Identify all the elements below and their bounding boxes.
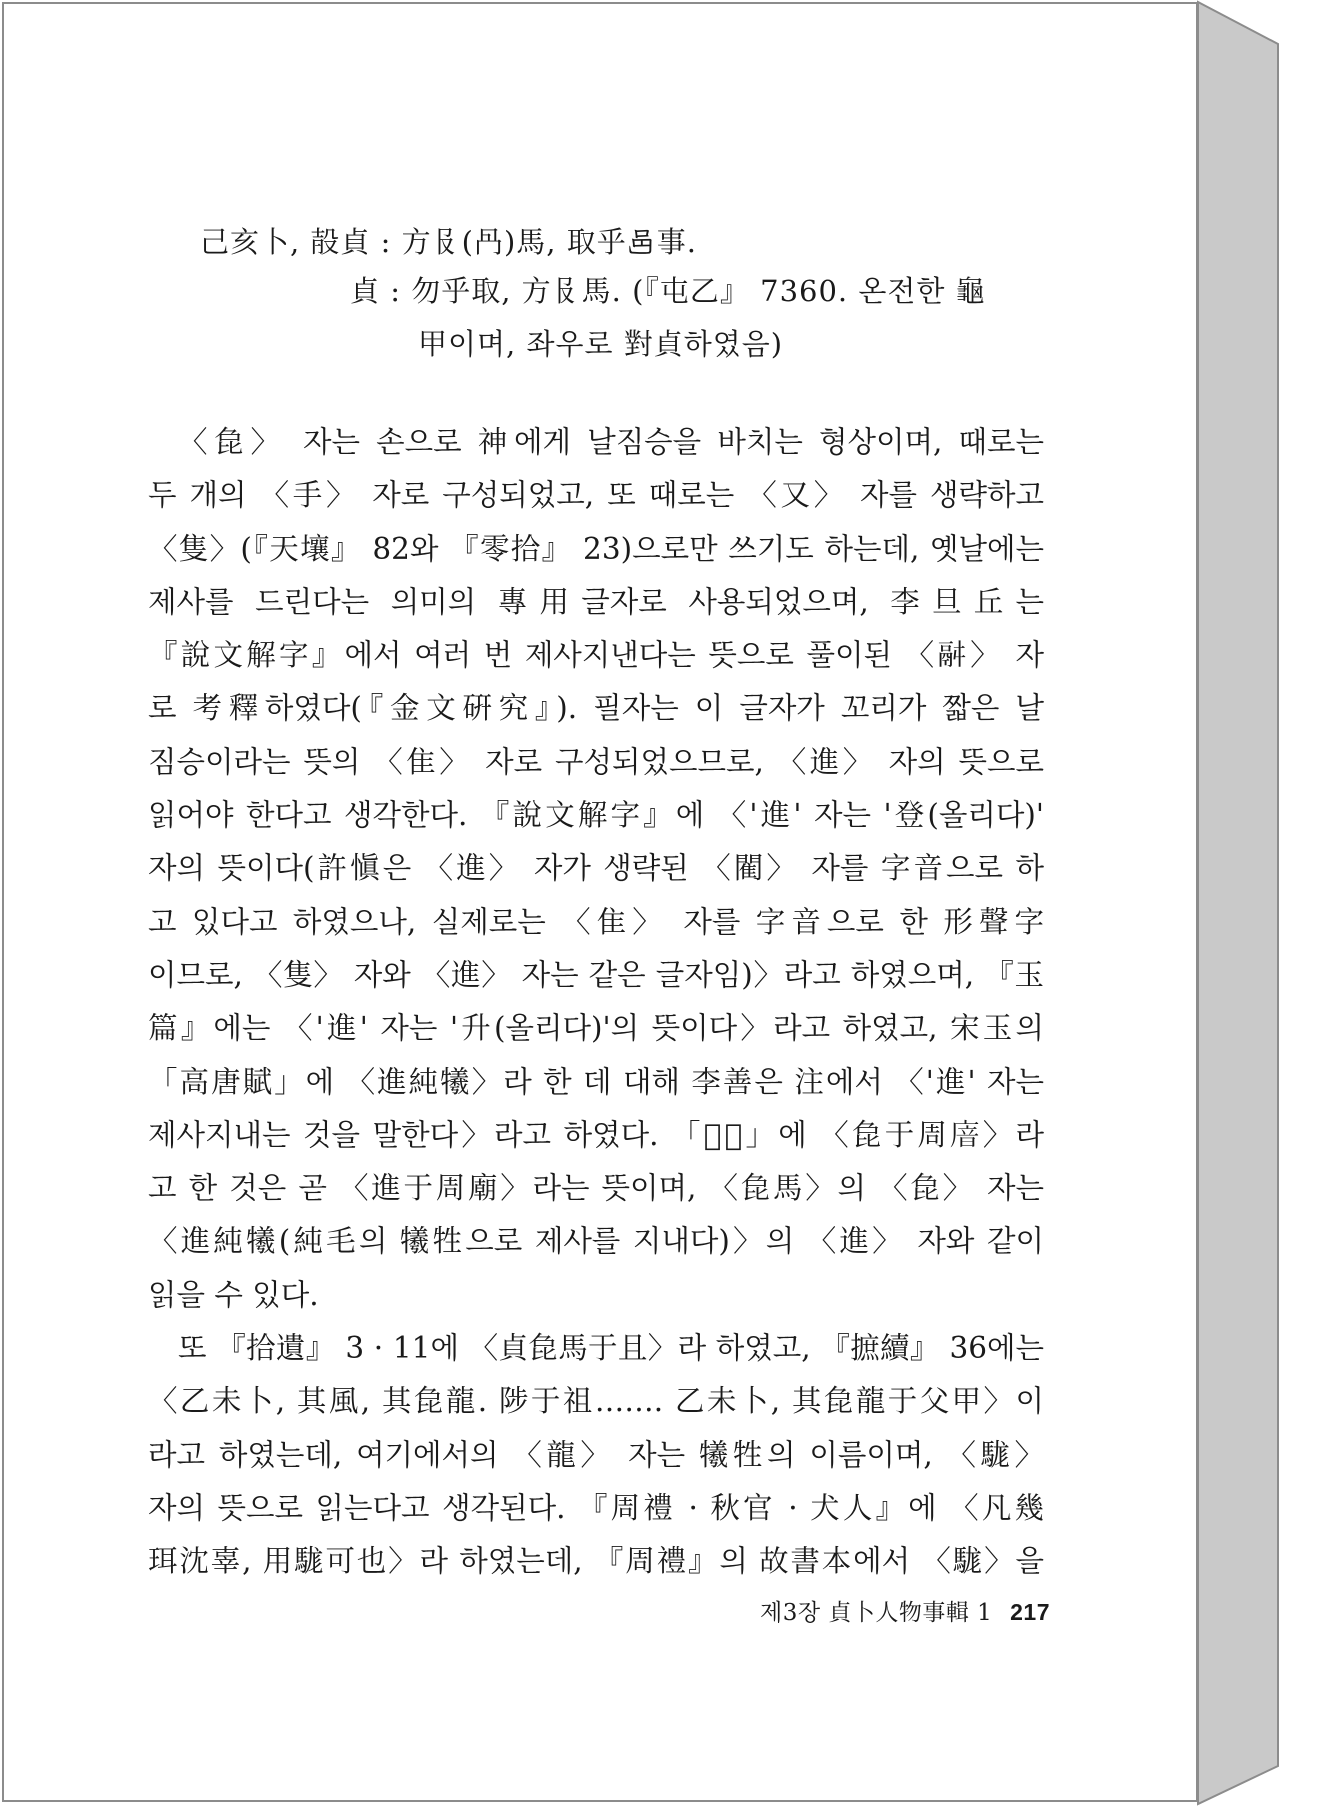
paragraph-1-line: 篇』에는 〈'進' 자는 '升(올리다)'의 뜻이다〉라고 하였고, 宋玉의 xyxy=(148,1011,1044,1046)
paragraph-1-line: 두 개의 〈手〉 자로 구성되었고, 또 때로는 〈又〉 자를 생략하고 xyxy=(148,478,1044,513)
paragraph-2-line: 자의 뜻으로 읽는다고 생각된다. 『周禮 · 秋官 · 犬人』에 〈凡幾 xyxy=(148,1490,1044,1525)
inscription-line-2: 貞 : 勿乎取, 方𠬝馬. (『屯乙』 7360. 온전한 龜 xyxy=(350,274,986,308)
paragraph-2-line: 또 『拾遺』 3 · 11에 〈貞㲋馬于且〉라 하였고, 『摭續』 36에는 xyxy=(178,1331,1044,1366)
paragraph-1-line: 제사지내는 것을 말한다〉라고 하였다. 「𡫏鼎」에 〈㲋于周𢉩〉라 xyxy=(148,1117,1044,1152)
paragraph-1-line: 『說文解字』에서 여러 번 제사지낸다는 뜻으로 풀이된 〈𩰫〉 자 xyxy=(148,638,1044,673)
paragraph-1-line: 로 考釋하였다(『金文硏究』). 필자는 이 글자가 꼬리가 짧은 날 xyxy=(148,691,1044,726)
paragraph-2-line: 라고 하였는데, 여기에서의 〈龍〉 자는 犧牲의 이름이며, 〈駹〉 xyxy=(148,1437,1044,1472)
paragraph-1-line: 자의 뜻이다(許愼은 〈進〉 자가 생략된 〈閵〉 자를 字音으로 하 xyxy=(148,851,1044,886)
paragraph-1-line: 이므로, 〈隻〉 자와 〈進〉 자는 같은 글자임)〉라고 하였으며, 『玉 xyxy=(148,957,1044,992)
page-number: 217 xyxy=(1010,1599,1050,1625)
inscription-line-3: 甲이며, 좌우로 對貞하였음) xyxy=(418,327,784,361)
paragraph-1-line: 〈㲋〉 자는 손으로 神에게 날짐승을 바치는 형상이며, 때로는 xyxy=(178,425,1044,459)
paragraph-1-line: 짐승이라는 뜻의 〈隹〉 자로 구성되었으므로, 〈進〉 자의 뜻으로 xyxy=(148,744,1044,779)
paragraph-1-line: 고 있다고 하였으나, 실제로는 〈隹〉 자를 字音으로 한 形聲字 xyxy=(148,904,1044,939)
paragraph-2-line: 珥沈辜, 用駹可也〉라 하였는데, 『周禮』의 故書本에서 〈駹〉을 xyxy=(148,1544,1044,1579)
running-footer xyxy=(760,1594,1050,1627)
inscription-line-1: 己亥卜, 㱿貞 : 方𠬝(冎)馬, 取乎𨙨事. xyxy=(200,225,697,259)
paragraph-1-line: 〈進純犧(純毛의 犧牲으로 제사를 지내다)〉의 〈進〉 자와 같이 xyxy=(148,1224,1044,1259)
paragraph-1-line: 「高唐賦」에 〈進純犧〉라 한 데 대해 李善은 注에서 〈'進' 자는 xyxy=(148,1064,1044,1099)
paragraph-1-line: 〈隻〉(『天壤』 82와 『零拾』 23)으로만 쓰기도 하는데, 옛날에는 xyxy=(148,531,1044,566)
chapter-title: 제3장 貞卜人物事輯 1 xyxy=(759,1600,993,1626)
main-text xyxy=(148,416,1044,1589)
paragraph-1-line: 제사를 드린다는 의미의 專用글자로 사용되었으며, 李旦丘는 xyxy=(148,584,1044,619)
paragraph-1-line: 읽어야 한다고 생각한다. 『說文解字』에 〈'進' 자는 '登(올리다)' xyxy=(148,798,1044,833)
paragraph-2-line: 〈乙未卜, 其風, 其㲋龍. 陟于祖……. 乙未卜, 其㲋龍于父甲〉이 xyxy=(148,1384,1044,1419)
paragraph-1-line: 읽을 수 있다. xyxy=(148,1277,319,1312)
paragraph-1-line: 고 한 것은 곧 〈進于周廟〉라는 뜻이며, 〈㲋馬〉의 〈㲋〉 자는 xyxy=(148,1171,1044,1206)
